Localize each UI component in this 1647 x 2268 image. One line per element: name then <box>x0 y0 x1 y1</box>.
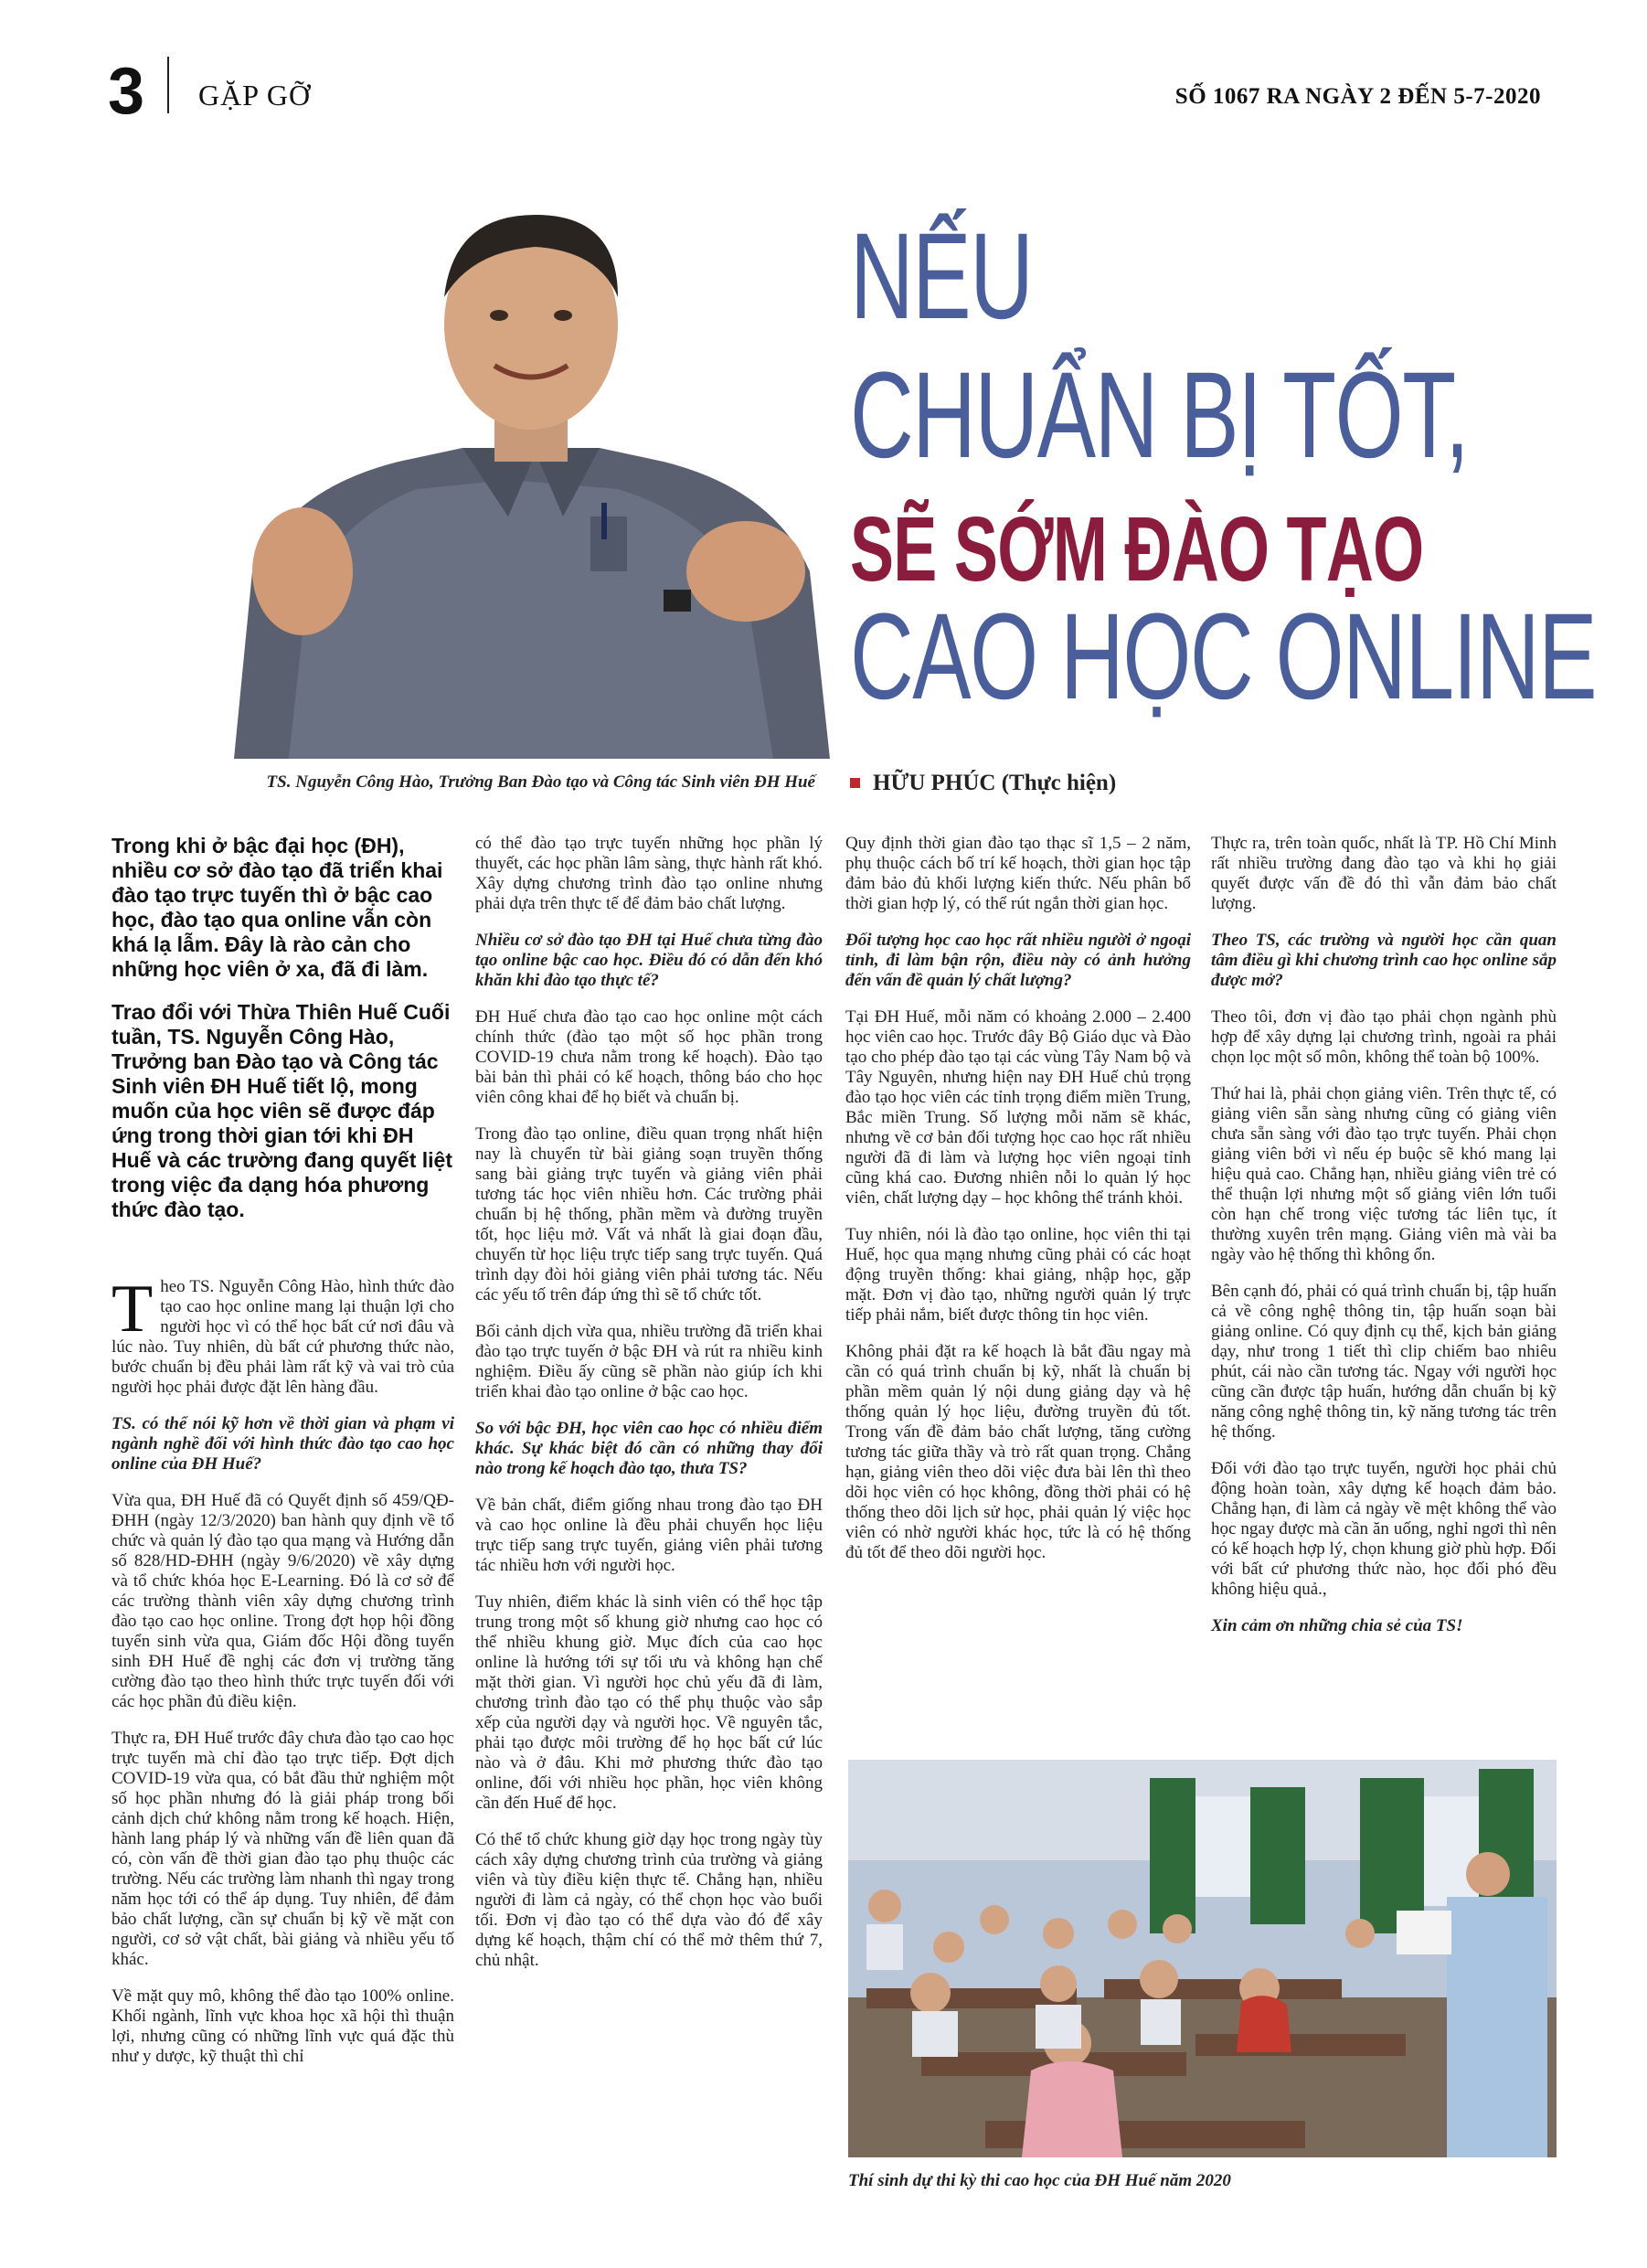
question: Nhiều cơ sở đào tạo ĐH tại Huế chưa từng đào tạo online bậc cao học. Điều đó có dẫn đến khó khăn khi đào tạo thực tế? <box>475 931 823 990</box>
closing-thanks: Xin cảm ơn những chia sẻ của TS! <box>1211 1616 1463 1635</box>
column-2 <box>475 834 823 1987</box>
answer-paragraph: Bối cảnh dịch vừa qua, nhiều trường đã triển khai đào tạo trực tuyến ở bậc ĐH và rút ra nhiều kinh nghiệm. Điều ấy cũng sẽ phần nào giúp ích khi triển khai đào tạo online ở bậc cao học. <box>475 1322 823 1401</box>
answer-paragraph: Tại ĐH Huế, mỗi năm có khoảng 2.000 – 2.400 học viên cao học. Trước đây Bộ Giáo dục và Đào tạo cho phép đào tạo tại các vùng Tây Nam bộ và Tây Nguyên, nhưng hiện nay ĐH Huế chủ trọng đào tạo học viên các tỉnh trọng điểm miền Trung, Bắc miền Trung. Số lượng mỗi năm sẽ khác, nhưng về cơ bản đối tượng học cao học rất nhiều người đã đi làm và lượng học viên ngoại tỉnh cũng khá cao. Đương nhiên nỗi lo quản lý học viên, chất lượng dạy – học không thể tránh khỏi. <box>845 1007 1191 1208</box>
answer-paragraph: Bên cạnh đó, phải có quá trình chuẩn bị, tập huấn cả về công nghệ thông tin, tập huấn soạn bài giảng online. Có quy định cụ thể, kịch bản giảng dạy, như trong 1 tiết thì clip chiếm bao nhiêu phút, cái nào cần tương tác. Ngay với người học cũng cần được tập huấn, hướng dẫn chuẩn bị kỹ năng công nghệ thông tin, kỹ năng tương tác trên hệ thống. <box>1211 1282 1557 1442</box>
question: So với bậc ĐH, học viên cao học có nhiều điểm khác. Sự khác biệt đó cần có những thay đổi nào trong kế hoạch đào tạo, thưa TS? <box>475 1419 823 1478</box>
header-divider <box>167 57 169 113</box>
page-number: 3 <box>108 55 145 128</box>
answer-paragraph: Vừa qua, ĐH Huế đã có Quyết định số 459/QĐ-ĐHH (ngày 12/3/2020) ban hành quy định về tổ chức và quản lý đào tạo qua mạng và Hướng dẫn số 828/HD-ĐHH (ngày 9/6/2020) về xây dựng và tổ chức khóa học E-Learning. Đó là cơ sở để các trường thành viên xây dựng chương trình đào tạo cao học online. Trong đợt họp hội đồng tuyển sinh vừa qua, Giám đốc Hội đồng tuyển sinh ĐH Huế đề nghị các đơn vị trường tăng cường đào tạo theo hình thức trực tuyến đối với các học phần đủ điều kiện. <box>112 1491 454 1711</box>
byline <box>850 771 1116 796</box>
answer-paragraph: Thứ hai là, phải chọn giảng viên. Trên thực tế, có giảng viên sẵn sàng nhưng cũng có giảng viên chưa sẵn sàng với đào tạo trực tuyến. Phải chọn giảng viên bởi vì nếu ép buộc sẽ khó mang lại hiệu quả cao. Chẳng hạn, nhiều giảng viên trẻ có thể thuận lợi nhưng một số giảng viên lớn tuổi còn hạn chế trong việc tương tác liên tục, ít thường xuyên trên mạng. Giảng viên mà vài ba ngày vào hệ thống thì không ổn. <box>1211 1084 1557 1264</box>
headline-line-1: NẾU <box>850 208 1033 345</box>
bullet-square-icon <box>850 778 860 788</box>
classroom-photo <box>848 1760 1557 2157</box>
headline-line-4: CAO HỌC ONLINE <box>850 589 1597 725</box>
answer-paragraph: Trong đào tạo online, điều quan trọng nhất hiện nay là chuyển từ bài giảng soạn truyền thống sang bài giảng trực tuyến và giảng viên phải tương tác học viên nhiều hơn. Các trường phải chuẩn bị hệ thống, phần mềm và đường truyền tốt, học liệu mở. Vất vả nhất là giai đoạn đầu, chuyển từ học liệu trực tiếp sang trực tuyến. Quá trình dạy đòi hỏi giảng viên phải tương tác. Nếu các yếu tố trên đáp ứng thì sẽ tổ chức tốt. <box>475 1124 823 1304</box>
answer-paragraph: Theo tôi, đơn vị đào tạo phải chọn ngành phù hợp để xây dựng lại chương trình, ngoài ra phải chọn lọc một số môn, không thể toàn bộ 100%. <box>1211 1007 1557 1067</box>
drop-cap: T <box>112 1272 154 1347</box>
answer-paragraph: Không phải đặt ra kế hoạch là bắt đầu ngay mà cần có quá trình chuẩn bị kỹ, nhất là chuẩn bị phần mềm quản lý nội dung giảng dạy và hệ thống quản lý học liệu, đường truyền đủ tốt. Trong vấn đề đảm bảo chất lượng, tăng cường tương tác giữa thầy và trò rất quan trọng. Chẳng hạn, giảng viên theo dõi việc đưa bài lên thì theo dõi học viên có học không, đồng thời phải có hệ thống theo dõi lịch sử học, phải quản lý việc học viên có nhờ người khác học, tức là có hệ thống đủ tốt để theo dõi người học. <box>845 1342 1191 1562</box>
question: Theo TS, các trường và người học cần quan tâm điều gì khi chương trình cao học online sắp được mở? <box>1211 931 1557 990</box>
answer-paragraph: ĐH Huế chưa đào tạo cao học online một cách chính thức (đào tạo một số học phần trong COVID-19 chưa nằm trong kế hoạch). Đào tạo bài bản thì phải có kế hoạch, thông báo cho học viên công khai để họ biết và chuẩn bị. <box>475 1007 823 1107</box>
column-3 <box>845 834 1191 1580</box>
lead-paragraph-2: Trao đổi với Thừa Thiên Huế Cuối tuần, TS. Nguyễn Công Hào, Trưởng ban Đào tạo và Công tác Sinh viên ĐH Huế tiết lộ, mong muốn của học viên sẽ được đáp ứng trong thời gian tới khi ĐH Huế và các trường đang quyết liệt trong việc đa dạng hóa phương thức đào tạo. <box>112 1000 452 1221</box>
question: TS. có thể nói kỹ hơn về thời gian và phạm vi ngành nghề đối với hình thức đào tạo cao học online của ĐH Huế? <box>112 1414 454 1474</box>
question: Đối tượng học cao học rất nhiều người ở ngoại tỉnh, đi làm bận rộn, điều này có ảnh hưởng đến vấn đề quản lý chất lượng? <box>845 931 1191 990</box>
issue-info: SỐ 1067 RA NGÀY 2 ĐẾN 5-7-2020 <box>1174 84 1541 109</box>
portrait-photo <box>234 187 830 759</box>
answer-paragraph: Thực ra, trên toàn quốc, nhất là TP. Hồ Chí Minh rất nhiều trường đang đào tạo và khi họ giải quyết được vấn đề đó thì vẫn đảm bảo chất lượng. <box>1211 834 1557 913</box>
body-paragraph: Theo TS. Nguyễn Công Hào, hình thức đào tạo cao học online mang lại thuận lợi cho người học vì có thể học bất cứ nơi đâu và lúc nào. Tuy nhiên, dù bất cứ phương thức nào, bước chuẩn bị đều phải làm rất kỹ và vai trò của người học phải được đặt lên hàng đầu. <box>112 1272 454 1397</box>
answer-paragraph: Có thể tổ chức khung giờ dạy học trong ngày tùy cách xây dựng chương trình của trường và giảng viên và tùy điều kiện thực tế. Chẳng hạn, nhiều người đi làm cả ngày, có thể chọn học vào buổi tối. Đơn vị đào tạo có thể dựa vào đó để xây dựng kế hoạch, thậm chí có thể mở thêm thứ 7, chủ nhật. <box>475 1830 823 1970</box>
lead-paragraph-1: Trong khi ở bậc đại học (ĐH), nhiều cơ sở đào tạo đã triển khai đào tạo trực tuyến thì ở bậc cao học, đào tạo qua online vẫn còn khá lạ lẫm. Đây là rào cản cho những học viên ở xa, đã đi làm. <box>112 834 443 981</box>
photo-caption: Thí sinh dự thi kỳ thi cao học của ĐH Huế năm 2020 <box>848 2171 1231 2190</box>
section-title: GẶP GỠ <box>198 79 312 112</box>
column-4 <box>1211 834 1557 1653</box>
headline-line-2: CHUẨN BỊ TỐT, <box>850 347 1469 484</box>
portrait-caption: TS. Nguyễn Công Hào, Trưởng Ban Đào tạo và Công tác Sinh viên ĐH Huế <box>266 772 815 792</box>
headline-line-3: SẼ SỚM ĐÀO TẠO <box>850 498 1424 601</box>
answer-paragraph: Tuy nhiên, nói là đào tạo online, học viên thi tại Huế, học qua mạng nhưng cũng phải có các hoạt động truyền thống: khai giảng, nhập học, gặp mặt. Đơn vị đào tạo, những người quản lý trực tiếp phải nắm, biết được thông tin học viên. <box>845 1225 1191 1325</box>
answer-paragraph: Quy định thời gian đào tạo thạc sĩ 1,5 – 2 năm, phụ thuộc cách bố trí kế hoạch, thời gian học tập đảm bảo đủ khối lượng kiến thức. Nếu phân bổ thời gian hợp lý, có thể rút ngắn thời gian học. <box>845 834 1191 913</box>
byline-text: HỮU PHÚC (Thực hiện) <box>873 771 1117 795</box>
answer-paragraph: có thể đào tạo trực tuyến những học phần lý thuyết, các học phần lâm sàng, thực hành rất khó. Xây dựng chương trình đào tạo online nhưng phải dựa trên thực tế để đảm bảo chất lượng. <box>475 834 823 913</box>
answer-paragraph: Về mặt quy mô, không thể đào tạo 100% online. Khối ngành, lĩnh vực khoa học xã hội thì thuận lợi, nhưng cũng có những lĩnh vực quá đặc thù như y dược, kỹ thuật thì chỉ <box>112 1986 454 2066</box>
answer-paragraph: Đối với đào tạo trực tuyến, người học phải chủ động hoàn toàn, xây dựng kế hoạch đảm bảo. Chẳng hạn, đi làm cả ngày về mệt không thể vào học ngay được mà cần ăn uống, nghỉ ngơi thì nên có kế hoạch hợp lý, chọn khung giờ phù hợp. Đối với bất cứ phương thức nào, học đối phó đều không hiệu quả., <box>1211 1459 1557 1599</box>
answer-paragraph: Về bản chất, điểm giống nhau trong đào tạo ĐH và cao học online là đều phải chuyển học liệu trực tiếp sang trực tuyến, giảng viên phải tương tác nhiều hơn với người học. <box>475 1496 823 1575</box>
answer-paragraph: Thực ra, ĐH Huế trước đây chưa đào tạo cao học trực tuyến mà chỉ đào tạo trực tiếp. Đợt dịch COVID-19 vừa qua, có bắt đầu thử nghiệm một số học phần nhưng đó là giải pháp trong bối cảnh dịch chứ không nằm trong kế hoạch. Hiện, hành lang pháp lý và những vấn đề liên quan đã có, còn vấn đề thời gian đào tạo phụ thuộc các trường. Nếu các trường làm nhanh thì ngay trong năm học tới có thể áp dụng. Tuy nhiên, để đảm bảo chất lượng, cần sự chuẩn bị kỹ về mặt con người, cơ sở vật chất, bài giảng và nhiều yếu tố khác. <box>112 1729 454 1969</box>
answer-paragraph: Tuy nhiên, điểm khác là sinh viên có thể học tập trung trong một số khung giờ nhưng cao học có thể nhiều khung giờ. Mục đích của cao học online là hướng tới sự tối ưu và không hạn chế mặt thời gian. Vì người học chủ yếu đã đi làm, chương trình đào tạo có thể phụ thuộc vào sắp xếp của người dạy và người học. Về nguyên tắc, phải tạo được môi trường để họ học bất cứ lúc nào và ở đâu. Khi mở phương thức đào tạo online, đối với nhiều học phần, học viên không cần đến Huế để học. <box>475 1592 823 1813</box>
column-1 <box>112 834 454 2083</box>
